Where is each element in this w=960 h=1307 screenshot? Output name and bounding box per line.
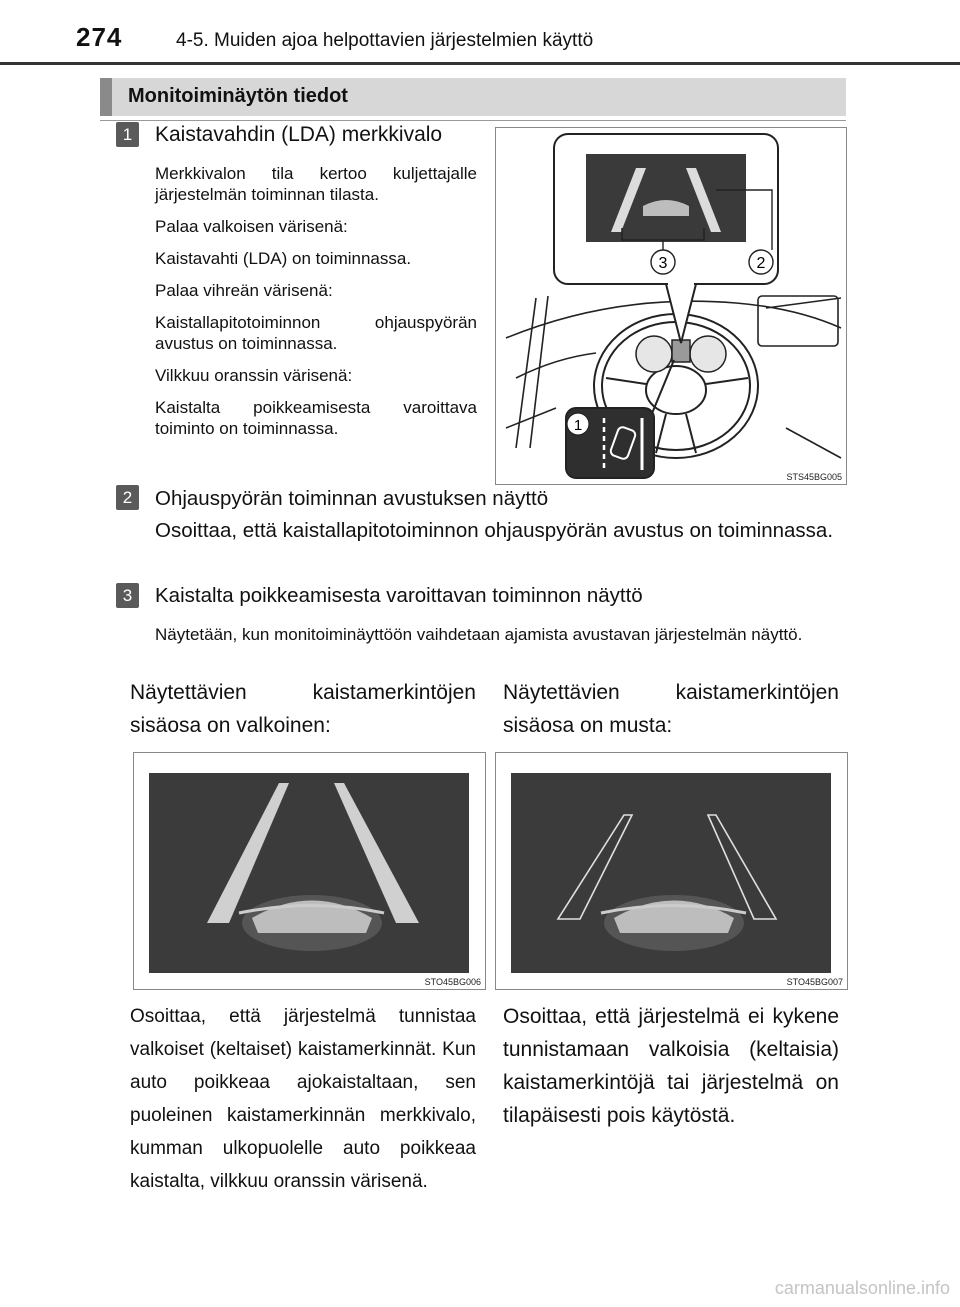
section-header xyxy=(100,78,846,116)
left-heading: Näytettävien kaistamerkintöjen sisäosa on valkoinen: xyxy=(130,681,476,737)
right-heading: Näytettävien kaistamerkintöjen sisäosa on musta: xyxy=(503,681,839,737)
page-number: 274 xyxy=(76,22,123,52)
figure-left-code: STO45BG006 xyxy=(424,977,481,987)
item1-body xyxy=(155,163,477,439)
section-title: Monitoiminäytön tiedot xyxy=(128,85,348,107)
item1-p4: Palaa vihreän värisenä: xyxy=(155,281,333,300)
watermark: carmanualsonline.info xyxy=(774,1278,950,1298)
item3-badge: 3 xyxy=(116,583,139,608)
section-rule xyxy=(100,120,846,121)
cockpit-illustration xyxy=(496,128,846,484)
figure-lanes-white xyxy=(133,752,486,990)
lanes-white-illustration xyxy=(134,753,485,989)
lanes-black-illustration xyxy=(496,753,847,989)
item2-block xyxy=(155,483,845,547)
right-caption: Osoittaa, että järjestelmä ei kykene tunnistamaan valkoisia (keltaisia) kaistamerkintöjä tai järjestelmä on tilapäisesti pois käytöstä. xyxy=(503,1005,839,1127)
section-header-bar xyxy=(100,78,112,116)
item3-title: Kaistalta poikkeamisesta varoittavan toiminnon näyttö xyxy=(155,584,643,607)
item1-p5: Kaistallapitotoiminnon ohjauspyörän avustus on toiminnassa. xyxy=(155,313,477,353)
item1-p3: Kaistavahti (LDA) on toiminnassa. xyxy=(155,249,412,268)
left-caption: Osoittaa, että järjestelmä tunnistaa valkoiset (keltaiset) kaistamerkinnät. Kun auto poikkeaa ajokaistaltaan, sen puoleinen kaistamerkinnän merkkivalo, kumman ulkopuolelle auto poikkeaa kaistalta, vilkkuu oranssin värisenä. xyxy=(130,1006,476,1192)
callout-1: 1 xyxy=(573,417,583,434)
callout-2: 2 xyxy=(756,255,766,272)
item3-text: Näytetään, kun monitoiminäyttöön vaihdetaan ajamista avustavan järjestelmän näyttö. xyxy=(155,625,803,644)
item1-p7: Kaistalta poikkeamisesta varoittava toiminto on toiminnassa. xyxy=(155,398,477,438)
figure-main-code: STS45BG005 xyxy=(786,472,842,482)
header-rule xyxy=(0,62,960,65)
item1-p1: Merkkivalon tila kertoo kuljettajalle järjestelmän toiminnan tilasta. xyxy=(155,164,477,204)
figure-right-code: STO45BG007 xyxy=(786,977,843,987)
item2-title: Ohjauspyörän toiminnan avustuksen näyttö xyxy=(155,487,549,510)
chapter-title: 4-5. Muiden ajoa helpottavien järjestelmien käyttö xyxy=(176,30,594,51)
item2-text: Osoittaa, että kaistallapitotoiminnon ohjauspyörän avustus on toiminnassa. xyxy=(155,519,834,542)
figure-cockpit xyxy=(495,127,847,485)
item1-p2: Palaa valkoisen värisenä: xyxy=(155,217,348,236)
callout-3: 3 xyxy=(658,255,668,272)
item2-badge: 2 xyxy=(116,485,139,510)
item1-badge: 1 xyxy=(116,122,139,147)
figure-lanes-black xyxy=(495,752,848,990)
item1-title: Kaistavahdin (LDA) merkkivalo xyxy=(155,123,443,146)
item1-p6: Vilkkuu oranssin värisenä: xyxy=(155,366,353,385)
